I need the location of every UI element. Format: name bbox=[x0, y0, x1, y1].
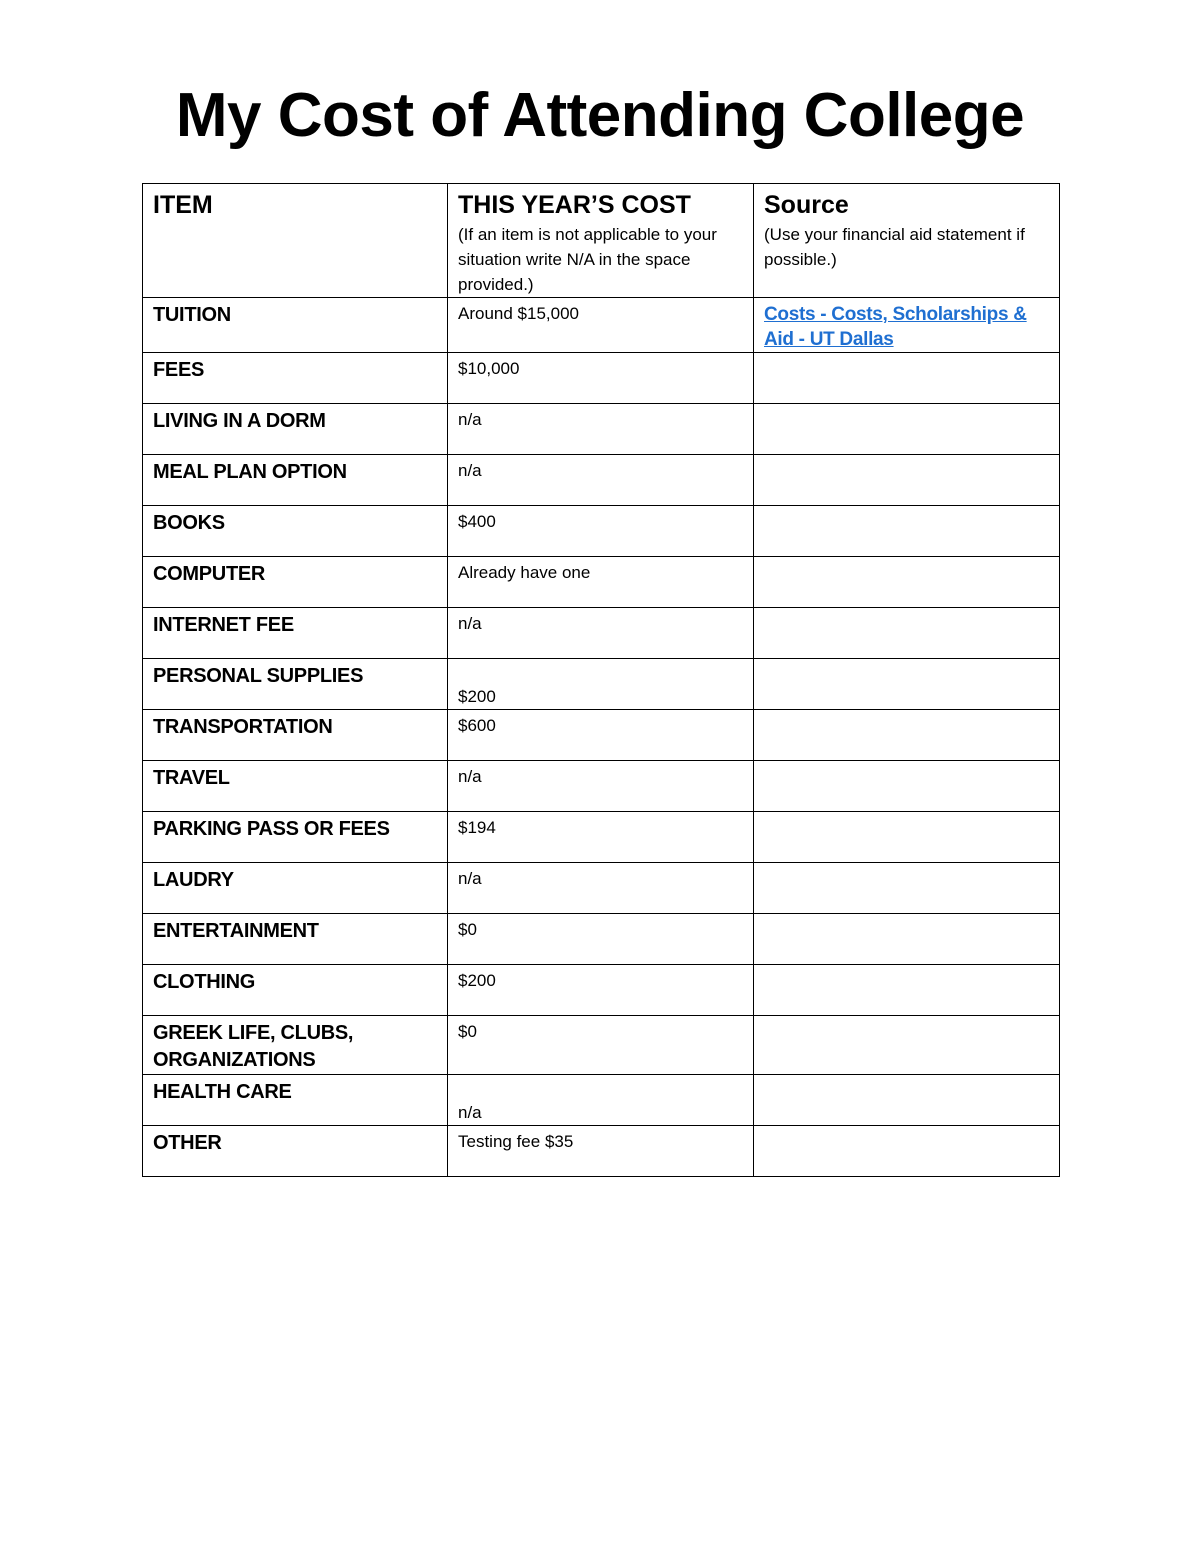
table-row bbox=[143, 761, 1060, 812]
cost-value: $400 bbox=[458, 512, 496, 531]
item-cell bbox=[143, 965, 448, 1016]
header-cell-source bbox=[754, 184, 1060, 298]
cost-value: Already have one bbox=[458, 563, 591, 582]
cost-cell bbox=[448, 557, 754, 608]
item-label: MEAL PLAN OPTION bbox=[153, 461, 347, 483]
item-label: PARKING PASS OR FEES bbox=[153, 818, 390, 840]
cost-cell bbox=[448, 506, 754, 557]
item-label: TUITION bbox=[153, 304, 231, 326]
cost-value: n/a bbox=[458, 767, 482, 786]
table-row bbox=[143, 404, 1060, 455]
item-label: HEALTH CARE bbox=[153, 1081, 292, 1103]
cost-cell bbox=[448, 863, 754, 914]
item-label: BOOKS bbox=[153, 512, 225, 534]
source-cell bbox=[754, 608, 1060, 659]
item-cell bbox=[143, 1016, 448, 1075]
item-label: TRANSPORTATION bbox=[153, 716, 333, 738]
cost-value: $194 bbox=[458, 818, 496, 837]
item-label: COMPUTER bbox=[153, 563, 266, 585]
source-cell bbox=[754, 557, 1060, 608]
cost-cell bbox=[448, 1016, 754, 1075]
item-cell bbox=[143, 914, 448, 965]
cost-value: n/a bbox=[458, 410, 482, 429]
cost-cell bbox=[448, 455, 754, 506]
source-cell bbox=[754, 1075, 1060, 1126]
item-label: TRAVEL bbox=[153, 767, 230, 789]
item-label: CLOTHING bbox=[153, 971, 256, 993]
table-row bbox=[143, 1126, 1060, 1177]
header-title: Source bbox=[764, 191, 849, 219]
source-cell bbox=[754, 710, 1060, 761]
cost-cell bbox=[448, 659, 754, 710]
table-row bbox=[143, 298, 1060, 353]
source-cell bbox=[754, 1126, 1060, 1177]
cost-cell bbox=[448, 710, 754, 761]
source-cell bbox=[754, 353, 1060, 404]
table-header-row bbox=[143, 184, 1060, 298]
cost-value: n/a bbox=[458, 461, 482, 480]
cost-value: n/a bbox=[458, 614, 482, 633]
source-cell bbox=[754, 659, 1060, 710]
source-link[interactable]: Costs - Costs, Scholarships & Aid - UT Dallas bbox=[764, 304, 1027, 350]
source-cell bbox=[754, 965, 1060, 1016]
source-cell bbox=[754, 863, 1060, 914]
table-row bbox=[143, 1075, 1060, 1126]
source-cell bbox=[754, 455, 1060, 506]
table-row bbox=[143, 353, 1060, 404]
cost-cell bbox=[448, 1075, 754, 1126]
source-cell bbox=[754, 506, 1060, 557]
header-title: THIS YEAR’S COST bbox=[458, 191, 691, 219]
table-row bbox=[143, 659, 1060, 710]
item-cell bbox=[143, 710, 448, 761]
item-cell bbox=[143, 761, 448, 812]
table-row bbox=[143, 965, 1060, 1016]
cost-value: $600 bbox=[458, 716, 496, 735]
header-title: ITEM bbox=[153, 191, 213, 219]
item-label: PERSONAL SUPPLIES bbox=[153, 665, 364, 687]
cost-cell bbox=[448, 353, 754, 404]
item-label: LAUDRY bbox=[153, 869, 234, 891]
table-row bbox=[143, 710, 1060, 761]
cost-cell bbox=[448, 812, 754, 863]
item-label: INTERNET FEE bbox=[153, 614, 294, 636]
source-cell bbox=[754, 1016, 1060, 1075]
cost-value: $200 bbox=[458, 687, 496, 706]
item-cell bbox=[143, 404, 448, 455]
cost-cell bbox=[448, 404, 754, 455]
table-row bbox=[143, 608, 1060, 659]
cost-value: Testing fee $35 bbox=[458, 1132, 574, 1151]
table-row bbox=[143, 914, 1060, 965]
cost-cell bbox=[448, 965, 754, 1016]
cost-value: $0 bbox=[458, 1022, 477, 1041]
item-cell bbox=[143, 506, 448, 557]
cost-value: n/a bbox=[458, 1103, 482, 1122]
item-label: ENTERTAINMENT bbox=[153, 920, 319, 942]
item-label: OTHER bbox=[153, 1132, 222, 1154]
cost-cell bbox=[448, 608, 754, 659]
item-label: GREEK LIFE, CLUBS, ORGANIZATIONS bbox=[153, 1022, 354, 1071]
item-cell bbox=[143, 298, 448, 353]
table-row bbox=[143, 557, 1060, 608]
item-cell bbox=[143, 608, 448, 659]
source-cell bbox=[754, 812, 1060, 863]
item-cell bbox=[143, 557, 448, 608]
item-cell bbox=[143, 863, 448, 914]
table-row bbox=[143, 863, 1060, 914]
cost-cell bbox=[448, 1126, 754, 1177]
table-row bbox=[143, 1016, 1060, 1075]
cost-value: $0 bbox=[458, 920, 477, 939]
header-note: (If an item is not applicable to your situation write N/A in the space provided.) bbox=[458, 225, 717, 294]
header-cell-item bbox=[143, 184, 448, 298]
cost-value: Around $15,000 bbox=[458, 304, 579, 323]
item-label: FEES bbox=[153, 359, 205, 381]
table-row bbox=[143, 455, 1060, 506]
source-cell bbox=[754, 914, 1060, 965]
cost-cell bbox=[448, 761, 754, 812]
header-note: (Use your financial aid statement if possible.) bbox=[764, 225, 1025, 269]
cost-cell bbox=[448, 914, 754, 965]
item-label: LIVING IN A DORM bbox=[153, 410, 326, 432]
cost-value: n/a bbox=[458, 869, 482, 888]
item-cell bbox=[143, 659, 448, 710]
header-cell-cost bbox=[448, 184, 754, 298]
page-title: My Cost of Attending College bbox=[175, 81, 1025, 150]
table-row bbox=[143, 812, 1060, 863]
source-cell bbox=[754, 404, 1060, 455]
item-cell bbox=[143, 1075, 448, 1126]
cost-value: $200 bbox=[458, 971, 496, 990]
cost-table bbox=[142, 183, 1060, 1177]
cost-cell bbox=[448, 298, 754, 353]
cost-value: $10,000 bbox=[458, 359, 520, 378]
item-cell bbox=[143, 1126, 448, 1177]
item-cell bbox=[143, 455, 448, 506]
source-cell bbox=[754, 298, 1060, 353]
source-cell bbox=[754, 761, 1060, 812]
item-cell bbox=[143, 353, 448, 404]
item-cell bbox=[143, 812, 448, 863]
table-row bbox=[143, 506, 1060, 557]
